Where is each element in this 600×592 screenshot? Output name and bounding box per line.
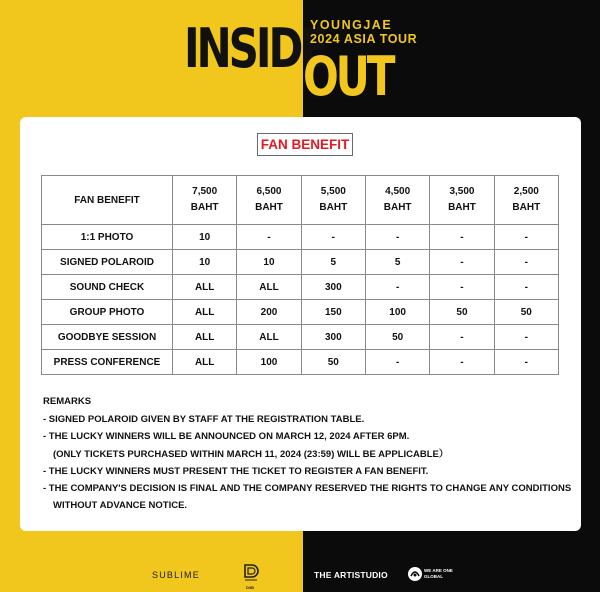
table-cell: 50 <box>494 300 558 325</box>
wearone-mark-icon <box>407 566 423 582</box>
table-cell: - <box>365 275 429 300</box>
price-unit: BAHT <box>319 202 348 213</box>
wearone-logo-text: WE ARE ONE GLOBAL <box>424 568 453 579</box>
benefit-table <box>41 175 559 375</box>
logo-inside: INSIDE <box>184 17 326 80</box>
row-label: PRESS CONFERENCE <box>42 350 173 375</box>
table-cell: 5 <box>301 250 365 275</box>
table-cell: - <box>301 225 365 250</box>
row-label: GOODBYE SESSION <box>42 325 173 350</box>
table-cell: - <box>430 275 494 300</box>
table-cell: - <box>494 325 558 350</box>
remark-line: WITHOUT ADVANCE NOTICE. <box>53 500 188 512</box>
table-header-price <box>173 176 237 225</box>
table-row <box>42 275 559 300</box>
table-cell: 100 <box>237 350 301 375</box>
table-cell: ALL <box>173 350 237 375</box>
remark-line: - SIGNED POLAROID GIVEN BY STAFF AT THE REGISTRATION TABLE. <box>43 414 365 426</box>
table-cell: - <box>494 250 558 275</box>
row-label: 1:1 PHOTO <box>42 225 173 250</box>
table-header-price <box>365 176 429 225</box>
table-header-price <box>301 176 365 225</box>
price-unit: BAHT <box>383 202 412 213</box>
table-cell: ALL <box>173 275 237 300</box>
table-cell: - <box>430 225 494 250</box>
table-cell: ALL <box>173 300 237 325</box>
table-header-price <box>494 176 558 225</box>
price-unit: BAHT <box>255 202 283 213</box>
table-row <box>42 250 559 275</box>
tour-name: 2024 ASIA TOUR <box>310 32 418 46</box>
table-header-row <box>42 176 559 225</box>
price-unit: BAHT <box>190 202 219 213</box>
remarks <box>43 393 573 514</box>
table-cell: 5 <box>365 250 429 275</box>
table-row <box>42 350 559 375</box>
benefit-card <box>20 117 581 531</box>
sublime-logo: SUBLIME <box>152 570 200 580</box>
table-cell: - <box>494 225 558 250</box>
card-title: FAN BENEFIT <box>257 133 353 156</box>
table-cell: - <box>365 225 429 250</box>
price-value: 5,500 <box>320 186 346 197</box>
table-cell: 100 <box>365 300 429 325</box>
artist-name: YOUNGJAE <box>310 18 393 32</box>
dd-logo-icon <box>243 564 259 586</box>
artistudio-logo: THE ARTISTUDIO <box>314 570 388 580</box>
price-unit: BAHT <box>448 202 476 213</box>
table-cell: 300 <box>301 325 365 350</box>
table-cell: 150 <box>301 300 365 325</box>
dd-logo-caption: D3B <box>246 585 255 590</box>
price-value: 2,500 <box>513 186 539 197</box>
table-cell: 200 <box>237 300 301 325</box>
table-cell: - <box>494 350 558 375</box>
table-row <box>42 225 559 250</box>
table-cell: 10 <box>173 250 237 275</box>
price-unit: BAHT <box>512 202 541 213</box>
table-cell: - <box>430 250 494 275</box>
table-cell: - <box>365 350 429 375</box>
price-value: 6,500 <box>256 186 282 197</box>
table-header-price <box>430 176 494 225</box>
row-label: GROUP PHOTO <box>42 300 173 325</box>
row-label: SIGNED POLAROID <box>42 250 173 275</box>
remarks-title: REMARKS <box>43 396 92 407</box>
remark-line: (ONLY TICKETS PURCHASED WITHIN MARCH 11, 2024 (23:59) WILL BE APPLICABLE） <box>53 448 449 460</box>
table-cell: 10 <box>237 250 301 275</box>
row-label: SOUND CHECK <box>42 275 173 300</box>
table-cell: ALL <box>237 325 301 350</box>
table-row <box>42 300 559 325</box>
price-value: 4,500 <box>385 186 411 197</box>
table-cell: - <box>237 225 301 250</box>
remark-line: - THE LUCKY WINNERS MUST PRESENT THE TICKET TO REGISTER A FAN BENEFIT. <box>43 465 429 477</box>
logo-out: OUT <box>303 45 393 108</box>
table-cell: 10 <box>173 225 237 250</box>
price-value: 7,500 <box>192 186 218 197</box>
table-cell: 300 <box>301 275 365 300</box>
table-cell: - <box>494 275 558 300</box>
table-row <box>42 325 559 350</box>
table-cell: 50 <box>365 325 429 350</box>
table-cell: - <box>430 325 494 350</box>
table-header-price <box>237 176 301 225</box>
remark-line: - THE COMPANY'S DECISION IS FINAL AND THE COMPANY RESERVED THE RIGHTS TO CHANGE ANY CONDITIONS <box>43 483 572 495</box>
table-cell: 50 <box>301 350 365 375</box>
table-cell: 50 <box>430 300 494 325</box>
table-cell: ALL <box>237 275 301 300</box>
remark-line: - THE LUCKY WINNERS WILL BE ANNOUNCED ON MARCH 12, 2024 AFTER 6PM. <box>43 431 410 443</box>
table-cell: - <box>430 350 494 375</box>
table-cell: ALL <box>173 325 237 350</box>
price-value: 3,500 <box>449 186 475 197</box>
table-header-benefit: FAN BENEFIT <box>42 176 173 225</box>
